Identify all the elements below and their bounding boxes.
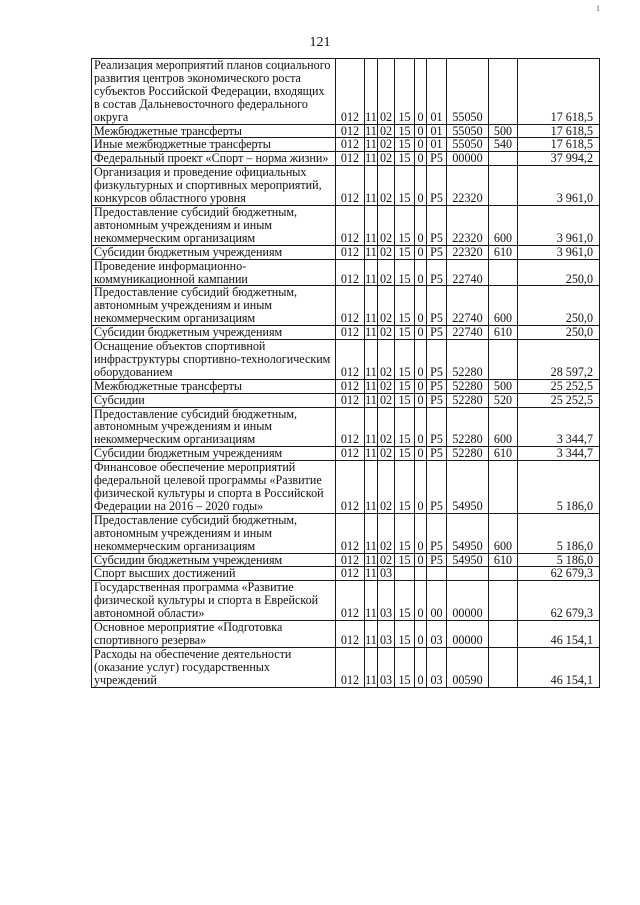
code-ministry: 012 — [336, 581, 365, 621]
code-ministry: 012 — [336, 621, 365, 648]
code-subsection: 02 — [378, 286, 395, 326]
table-row — [92, 379, 600, 393]
code-ministry: 012 — [336, 205, 365, 245]
row-name: Финансовое обеспечение мероприятий федеральной целевой программы «Развитие физической культуры и спорта в Российской Федерации на 2016 – 2020 годы» — [92, 461, 336, 514]
code-subsection: 03 — [378, 581, 395, 621]
page-corner-mark: 1 — [596, 4, 600, 13]
table-row — [92, 205, 600, 245]
code-subsection: 02 — [378, 245, 395, 259]
code-subsection: 02 — [378, 379, 395, 393]
code-program: 15 — [395, 447, 415, 461]
code-section: 11 — [365, 553, 377, 567]
code-ministry: 012 — [336, 245, 365, 259]
code-subsection: 02 — [378, 326, 395, 340]
code-program: 15 — [395, 581, 415, 621]
code-expense-type — [489, 461, 518, 514]
row-amount: 3 961,0 — [518, 245, 600, 259]
code-section: 11 — [365, 325, 377, 340]
code-program — [395, 567, 415, 581]
row-name: Субсидии бюджетным учреждениям — [92, 447, 336, 461]
row-amount: 46 154,1 — [518, 647, 600, 687]
code-ministry: 012 — [336, 407, 365, 447]
code-subprogram: 0 — [415, 138, 427, 152]
code-expense-type — [489, 581, 518, 621]
code-subsection: 02 — [378, 152, 395, 166]
code-subprogram: 0 — [415, 647, 427, 687]
table-row — [92, 393, 600, 407]
code-activity: P5 — [427, 205, 447, 245]
code-program: 15 — [395, 205, 415, 245]
code-program: 15 — [395, 59, 415, 125]
code-subprogram: 0 — [415, 340, 427, 380]
row-amount: 250,0 — [518, 259, 600, 286]
code-subsection: 02 — [378, 166, 395, 206]
code-activity: 01 — [427, 59, 447, 125]
code-subsection: 03 — [378, 567, 395, 581]
code-program: 15 — [395, 393, 415, 407]
row-name: Спорт высших достижений — [92, 567, 336, 581]
table-row — [92, 245, 600, 259]
code-activity: P5 — [427, 447, 447, 461]
row-amount: 46 154,1 — [518, 621, 600, 648]
code-ministry: 012 — [336, 393, 365, 407]
code-ministry: 012 — [336, 326, 365, 340]
code-expense-type: 540 — [489, 138, 518, 152]
code-program: 15 — [395, 340, 415, 380]
code-activity: 03 — [427, 647, 447, 687]
code-section: 11 — [365, 461, 378, 514]
code-section: 11 — [365, 245, 377, 259]
code-subsection: 02 — [378, 407, 395, 447]
row-amount: 3 961,0 — [518, 205, 600, 245]
code-direction: 00000 — [447, 581, 489, 621]
code-subprogram: 0 — [415, 393, 427, 407]
code-expense-type — [489, 647, 518, 687]
code-direction: 22740 — [447, 326, 489, 340]
code-subsection: 02 — [378, 340, 395, 380]
code-subsection: 02 — [378, 513, 395, 553]
row-amount: 250,0 — [518, 286, 600, 326]
code-ministry: 012 — [336, 447, 365, 461]
row-name: Государственная программа «Развитие физической культуры и спорта в Еврейской автономной области» — [92, 581, 336, 621]
row-name: Федеральный проект «Спорт – норма жизни» — [92, 152, 336, 166]
code-direction: 22320 — [447, 205, 489, 245]
code-direction: 55050 — [447, 124, 489, 138]
code-section: 11 — [365, 137, 377, 152]
code-direction: 52280 — [447, 393, 489, 407]
code-subsection: 02 — [378, 393, 395, 407]
code-ministry: 012 — [336, 513, 365, 553]
code-subprogram: 0 — [415, 259, 427, 286]
row-name: Предоставление субсидий бюджетным, автономным учреждениям и иным некоммерческим организациям — [92, 286, 336, 326]
code-activity: 03 — [427, 621, 447, 648]
code-activity: P5 — [427, 393, 447, 407]
row-name: Межбюджетные трансферты — [92, 124, 336, 138]
row-amount: 17 618,5 — [518, 124, 600, 138]
code-activity: P5 — [427, 286, 447, 326]
code-direction: 22320 — [447, 245, 489, 259]
row-amount: 25 252,5 — [518, 379, 600, 393]
code-program: 15 — [395, 286, 415, 326]
code-expense-type — [489, 567, 518, 581]
code-activity: P5 — [427, 553, 447, 567]
code-subsection: 02 — [378, 447, 395, 461]
table-row — [92, 407, 600, 447]
row-name: Основное мероприятие «Подготовка спортивного резерва» — [92, 621, 336, 648]
code-subprogram: 0 — [415, 581, 427, 621]
code-expense-type — [489, 59, 518, 125]
row-amount: 250,0 — [518, 326, 600, 340]
code-subprogram: 0 — [415, 447, 427, 461]
code-section: 11 — [365, 446, 377, 461]
code-section: 11 — [365, 407, 378, 447]
code-section: 11 — [365, 124, 377, 138]
row-name: Предоставление субсидий бюджетным, автономным учреждениям и иным некоммерческим организациям — [92, 205, 336, 245]
code-program: 15 — [395, 138, 415, 152]
code-direction: 52280 — [447, 447, 489, 461]
row-amount: 17 618,5 — [518, 138, 600, 152]
code-subprogram: 0 — [415, 461, 427, 514]
table-row — [92, 647, 600, 687]
code-expense-type: 610 — [489, 245, 518, 259]
code-ministry: 012 — [336, 379, 365, 393]
code-subsection: 02 — [378, 553, 395, 567]
code-expense-type: 500 — [489, 124, 518, 138]
code-direction: 22740 — [447, 259, 489, 286]
code-section: 11 — [365, 205, 378, 245]
row-amount: 3 344,7 — [518, 447, 600, 461]
code-subprogram: 0 — [415, 124, 427, 138]
code-expense-type — [489, 166, 518, 206]
code-section: 11 — [365, 151, 377, 166]
row-name: Иные межбюджетные трансферты — [92, 138, 336, 152]
table-row — [92, 581, 600, 621]
code-subprogram: 0 — [415, 553, 427, 567]
code-program: 15 — [395, 621, 415, 648]
code-section: 11 — [365, 566, 377, 581]
table-row — [92, 152, 600, 166]
code-subsection: 02 — [378, 461, 395, 514]
row-name: Субсидии бюджетным учреждениям — [92, 326, 336, 340]
code-section: 11 — [365, 379, 377, 393]
code-direction: 00590 — [447, 647, 489, 687]
code-subprogram: 0 — [415, 152, 427, 166]
code-subprogram: 0 — [415, 407, 427, 447]
code-direction: 55050 — [447, 59, 489, 125]
code-program: 15 — [395, 647, 415, 687]
table-row — [92, 461, 600, 514]
code-expense-type: 600 — [489, 205, 518, 245]
code-subprogram: 0 — [415, 286, 427, 326]
row-name: Субсидии — [92, 393, 336, 407]
code-program: 15 — [395, 513, 415, 553]
code-program: 15 — [395, 245, 415, 259]
code-direction: 52280 — [447, 407, 489, 447]
code-section: 11 — [365, 259, 378, 286]
code-section: 11 — [365, 513, 378, 553]
table-row — [92, 138, 600, 152]
code-subprogram: 0 — [415, 166, 427, 206]
table-row — [92, 567, 600, 581]
code-activity: P5 — [427, 513, 447, 553]
table-row — [92, 513, 600, 553]
code-expense-type — [489, 259, 518, 286]
row-amount: 17 618,5 — [518, 59, 600, 125]
code-direction: 55050 — [447, 138, 489, 152]
code-subsection: 02 — [378, 259, 395, 286]
code-section: 11 — [365, 647, 378, 687]
table-row — [92, 447, 600, 461]
row-name: Субсидии бюджетным учреждениям — [92, 553, 336, 567]
code-ministry: 012 — [336, 59, 365, 125]
row-amount: 3 344,7 — [518, 407, 600, 447]
table-row — [92, 124, 600, 138]
code-activity: P5 — [427, 379, 447, 393]
table-row — [92, 340, 600, 380]
page-number: 121 — [309, 35, 331, 50]
table-row — [92, 59, 600, 125]
code-expense-type — [489, 340, 518, 380]
code-program: 15 — [395, 461, 415, 514]
code-program: 15 — [395, 326, 415, 340]
row-amount: 3 961,0 — [518, 166, 600, 206]
row-name: Проведение информационно-коммуникационной кампании — [92, 259, 336, 286]
code-expense-type — [489, 621, 518, 648]
code-ministry: 012 — [336, 166, 365, 206]
row-name: Реализация мероприятий планов социального развития центров экономического роста субъектов Российской Федерации, входящих в состав Дальневосточного федерального округа — [92, 59, 336, 125]
code-expense-type: 600 — [489, 286, 518, 326]
row-name: Субсидии бюджетным учреждениям — [92, 245, 336, 259]
table-row — [92, 326, 600, 340]
code-program: 15 — [395, 259, 415, 286]
code-expense-type: 520 — [489, 393, 518, 407]
code-activity: P5 — [427, 407, 447, 447]
code-activity: 01 — [427, 124, 447, 138]
code-expense-type: 610 — [489, 553, 518, 567]
table-row — [92, 553, 600, 567]
code-subprogram: 0 — [415, 205, 427, 245]
code-direction: 54950 — [447, 553, 489, 567]
code-section: 11 — [365, 340, 378, 380]
row-name: Межбюджетные трансферты — [92, 379, 336, 393]
code-section: 11 — [365, 581, 378, 621]
code-activity: P5 — [427, 152, 447, 166]
table-row — [92, 286, 600, 326]
code-activity: P5 — [427, 259, 447, 286]
code-expense-type — [489, 152, 518, 166]
budget-table — [91, 58, 600, 688]
code-activity: P5 — [427, 340, 447, 380]
code-activity: P5 — [427, 461, 447, 514]
row-amount: 25 252,5 — [518, 393, 600, 407]
row-amount: 62 679,3 — [518, 567, 600, 581]
code-subsection: 03 — [378, 647, 395, 687]
budget-table-body — [92, 59, 600, 688]
code-subsection: 02 — [378, 124, 395, 138]
code-expense-type: 610 — [489, 447, 518, 461]
code-direction: 00000 — [447, 621, 489, 648]
row-name: Оснащение объектов спортивной инфраструктуры спортивно-технологическим оборудованием — [92, 340, 336, 380]
code-ministry: 012 — [336, 124, 365, 138]
code-ministry: 012 — [336, 259, 365, 286]
row-amount: 5 186,0 — [518, 553, 600, 567]
code-subprogram: 0 — [415, 245, 427, 259]
code-activity — [427, 567, 447, 581]
code-program: 15 — [395, 166, 415, 206]
code-expense-type: 600 — [489, 513, 518, 553]
code-program: 15 — [395, 553, 415, 567]
code-ministry: 012 — [336, 553, 365, 567]
code-section: 11 — [365, 621, 378, 648]
code-subprogram — [415, 567, 427, 581]
code-ministry: 012 — [336, 647, 365, 687]
code-activity: 00 — [427, 581, 447, 621]
table-row — [92, 166, 600, 206]
code-expense-type: 500 — [489, 379, 518, 393]
row-amount: 62 679,3 — [518, 581, 600, 621]
code-program: 15 — [395, 407, 415, 447]
code-section: 11 — [365, 166, 378, 206]
code-subprogram: 0 — [415, 513, 427, 553]
code-ministry: 012 — [336, 567, 365, 581]
code-expense-type: 610 — [489, 326, 518, 340]
table-row — [92, 259, 600, 286]
table-row — [92, 621, 600, 648]
code-subsection: 03 — [378, 621, 395, 648]
code-direction — [447, 567, 489, 581]
code-subprogram: 0 — [415, 621, 427, 648]
code-subprogram: 0 — [415, 59, 427, 125]
code-direction: 54950 — [447, 461, 489, 514]
code-expense-type: 600 — [489, 407, 518, 447]
code-program: 15 — [395, 379, 415, 393]
code-ministry: 012 — [336, 286, 365, 326]
code-direction: 52280 — [447, 340, 489, 380]
row-name: Предоставление субсидий бюджетным, автономным учреждениям и иным некоммерческим организациям — [92, 407, 336, 447]
code-direction: 22740 — [447, 286, 489, 326]
code-subsection: 02 — [378, 138, 395, 152]
code-program: 15 — [395, 152, 415, 166]
code-subsection: 02 — [378, 59, 395, 125]
row-name: Расходы на обеспечение деятельности (оказание услуг) государственных учреждений — [92, 647, 336, 687]
code-direction: 22320 — [447, 166, 489, 206]
row-amount: 5 186,0 — [518, 461, 600, 514]
code-subsection: 02 — [378, 205, 395, 245]
code-ministry: 012 — [336, 138, 365, 152]
code-activity: P5 — [427, 245, 447, 259]
code-ministry: 012 — [336, 152, 365, 166]
row-amount: 28 597,2 — [518, 340, 600, 380]
code-ministry: 012 — [336, 340, 365, 380]
code-ministry: 012 — [336, 461, 365, 514]
code-direction: 54950 — [447, 513, 489, 553]
row-name: Организация и проведение официальных физкультурных и спортивных мероприятий, конкурсов областного уровня — [92, 166, 336, 206]
code-activity: P5 — [427, 326, 447, 340]
row-amount: 37 994,2 — [518, 152, 600, 166]
code-subprogram: 0 — [415, 379, 427, 393]
code-activity: P5 — [427, 166, 447, 206]
code-direction: 52280 — [447, 379, 489, 393]
code-activity: 01 — [427, 138, 447, 152]
code-program: 15 — [395, 124, 415, 138]
code-section: 11 — [365, 286, 378, 326]
code-section: 11 — [365, 59, 378, 125]
code-section: 11 — [365, 393, 377, 407]
code-subprogram: 0 — [415, 326, 427, 340]
code-direction: 00000 — [447, 152, 489, 166]
row-name: Предоставление субсидий бюджетным, автономным учреждениям и иным некоммерческим организациям — [92, 513, 336, 553]
row-amount: 5 186,0 — [518, 513, 600, 553]
